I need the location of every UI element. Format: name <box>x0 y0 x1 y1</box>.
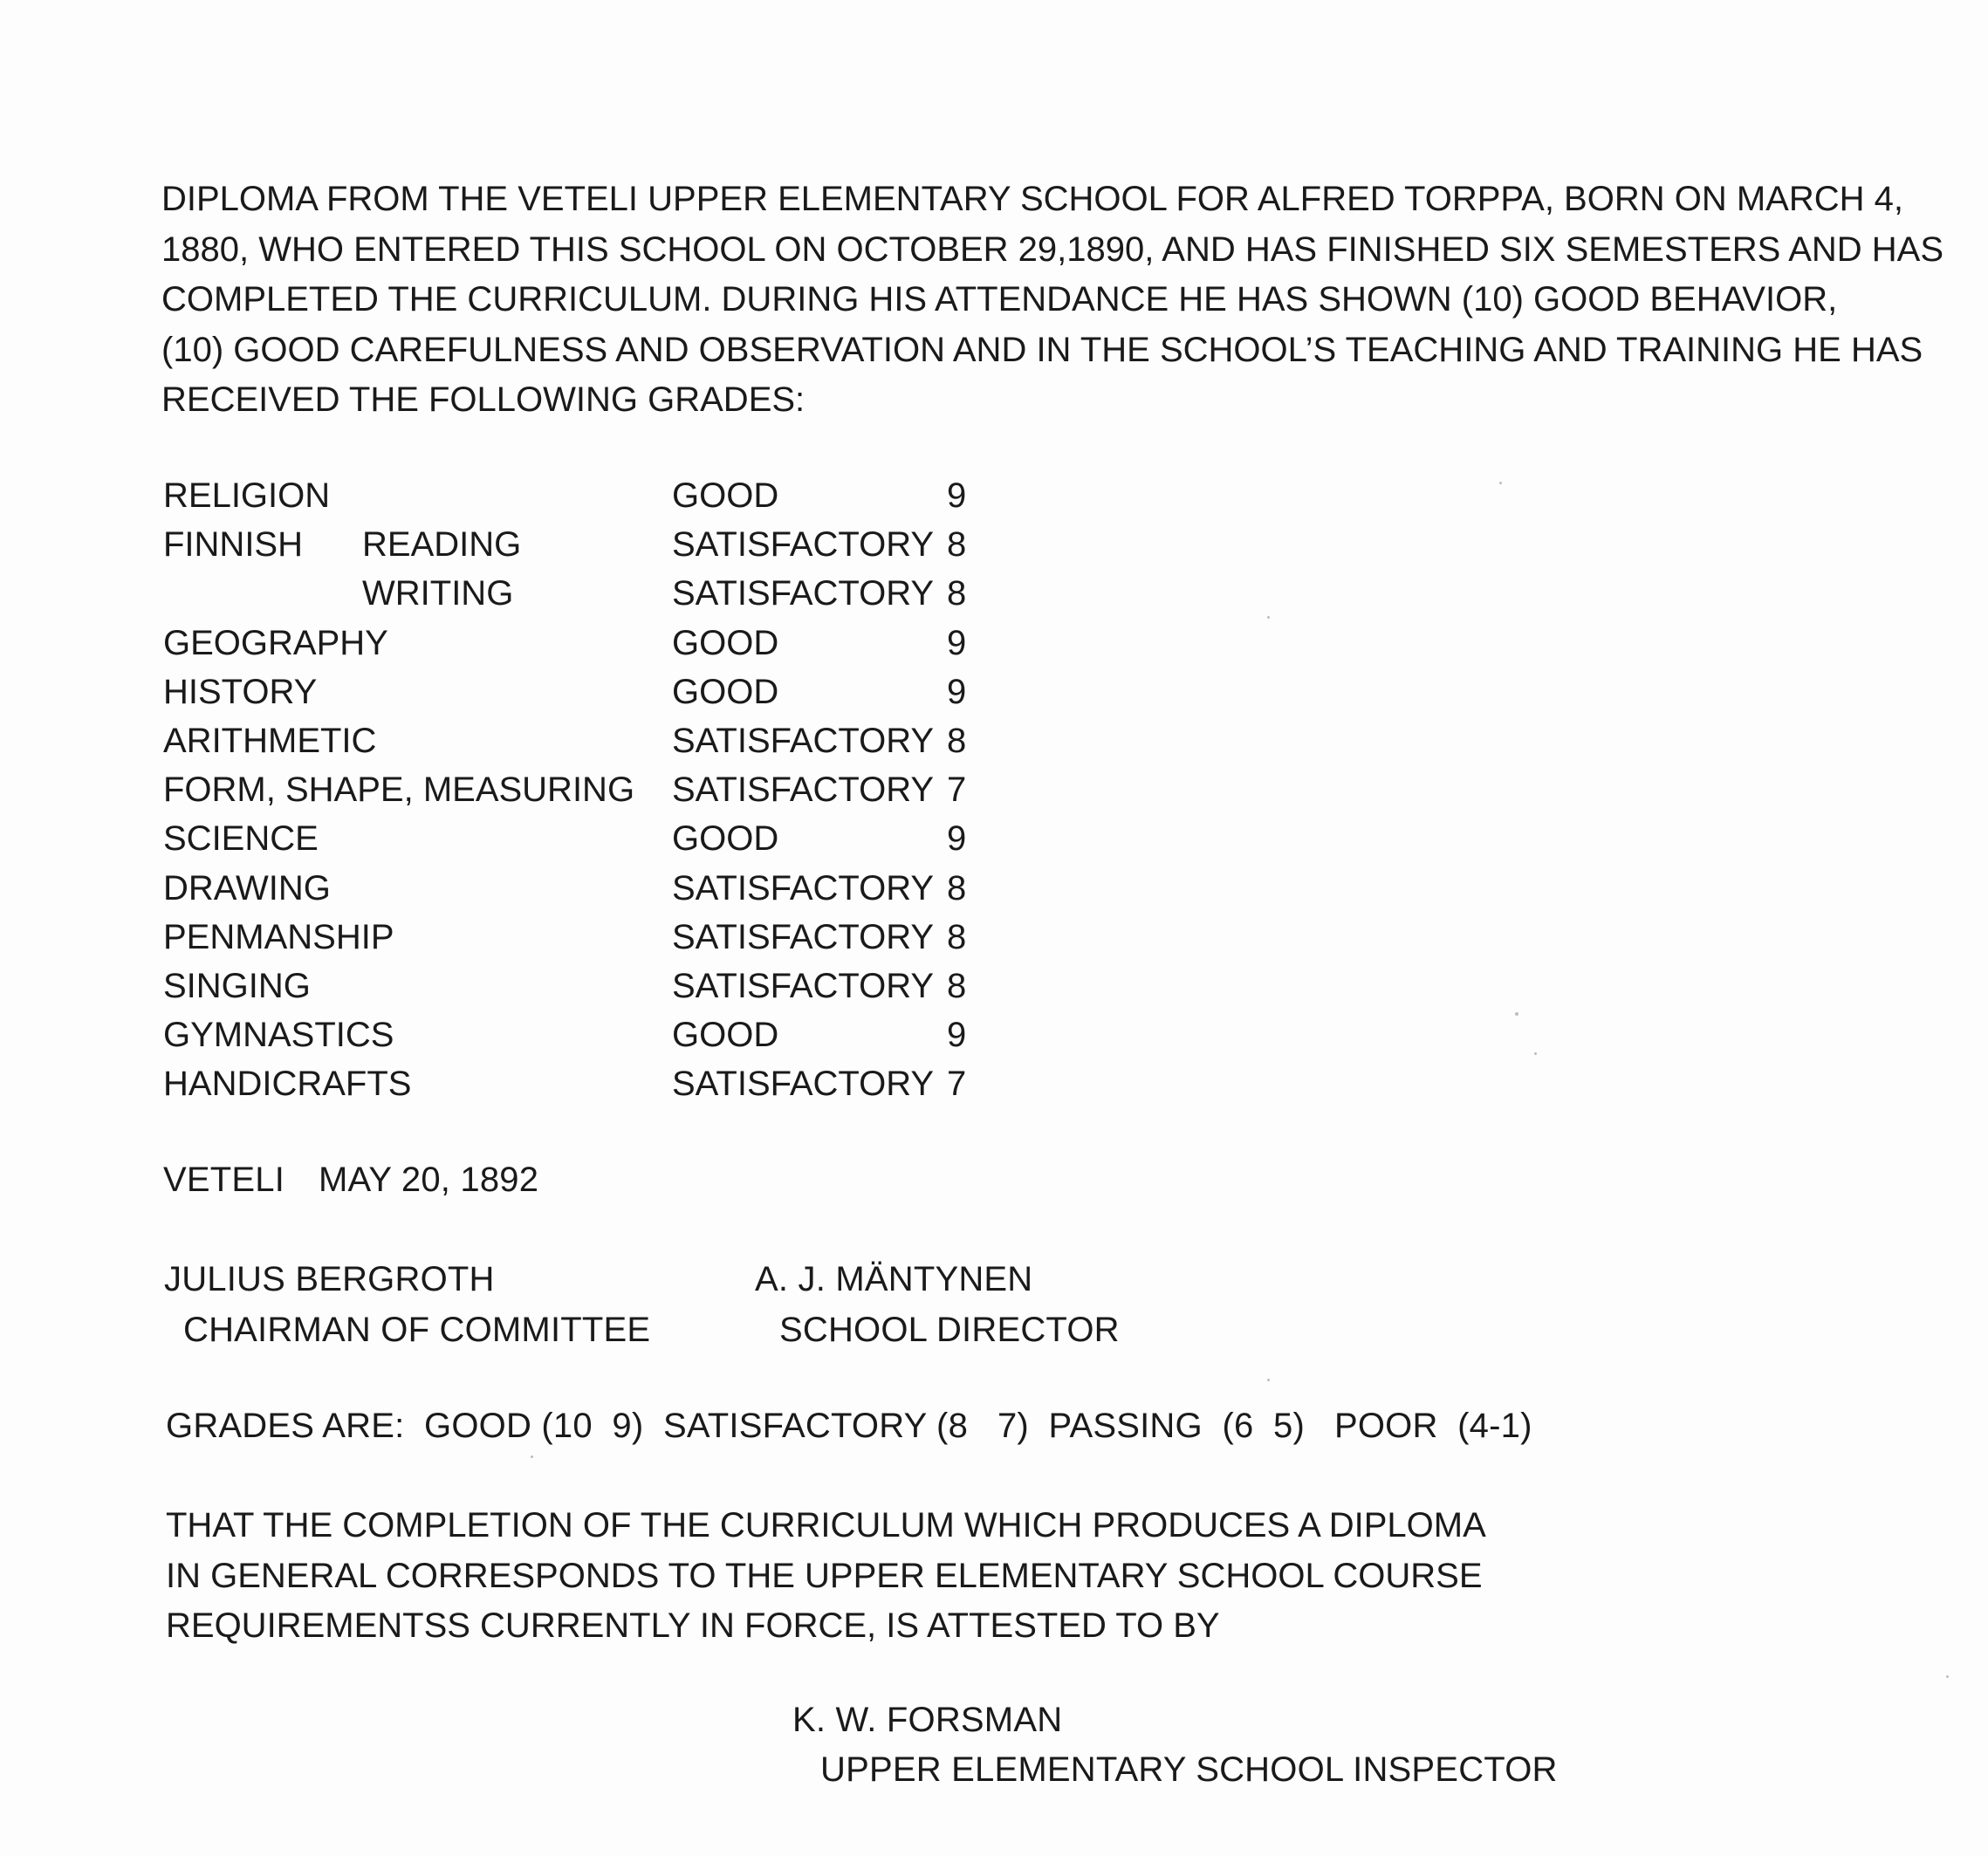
director-title: SCHOOL DIRECTOR <box>779 1311 1120 1349</box>
grade-score: 8 <box>947 525 967 565</box>
grade-word: SATISFACTORY <box>672 574 935 613</box>
grade-score: 7 <box>947 1065 967 1104</box>
grade-word: SATISFACTORY <box>672 966 935 1005</box>
intro-line: (10) GOOD CAREFULNESS AND OBSERVATION AND IN THE SCHOOL’S TEACHING AND TRAINING HE HAS <box>161 330 1923 369</box>
grade-score: 8 <box>947 721 967 760</box>
intro-line: DIPLOMA FROM THE VETELI UPPER ELEMENTARY SCHOOL FOR ALFRED TORPPA, BORN ON MARCH 4, <box>161 180 1903 218</box>
scan-speck <box>1267 1379 1270 1381</box>
grade-row <box>161 765 1034 814</box>
intro-line: COMPLETED THE CURRICULUM. DURING HIS ATTENDANCE HE HAS SHOWN (10) GOOD BEHAVIOR, <box>161 280 1838 318</box>
grade-row <box>161 814 1034 863</box>
grade-row <box>161 668 1034 716</box>
grade-row <box>161 716 1034 765</box>
subject-label: SINGING <box>163 966 311 1005</box>
attestation-line: IN GENERAL CORRESPONDS TO THE UPPER ELEMENTARY SCHOOL COURSE <box>166 1556 1483 1595</box>
grade-score: 9 <box>947 819 967 859</box>
grade-row <box>161 471 1034 520</box>
grade-score: 8 <box>947 966 967 1005</box>
subject-label: RELIGION <box>163 476 331 515</box>
subject-label: HISTORY <box>163 672 318 711</box>
grade-score: 7 <box>947 770 967 810</box>
grade-word: SATISFACTORY <box>672 525 935 565</box>
attestation-line: REQUIREMENTSS CURRENTLY IN FORCE, IS ATTESTED TO BY <box>166 1606 1220 1645</box>
place-label: VETELI <box>163 1161 285 1199</box>
grade-row <box>161 619 1034 668</box>
chairman-name: JULIUS BERGROTH <box>164 1260 495 1298</box>
grade-word: SATISFACTORY <box>672 1065 935 1104</box>
subject-label: PENMANSHIP <box>163 917 394 956</box>
grade-row <box>161 569 1034 618</box>
grade-score: 8 <box>947 868 967 907</box>
inspector-title: UPPER ELEMENTARY SCHOOL INSPECTOR <box>820 1750 1558 1789</box>
intro-line: 1880, WHO ENTERED THIS SCHOOL ON OCTOBER 29,1890, AND HAS FINISHED SIX SEMESTERS AND HAS <box>161 229 1944 269</box>
scan-speck <box>531 1455 533 1458</box>
subject-label: SCIENCE <box>163 819 319 859</box>
inspector-name: K. W. FORSMAN <box>792 1701 1063 1739</box>
grade-word: GOOD <box>672 623 779 662</box>
grade-score: 8 <box>947 917 967 956</box>
grade-score: 9 <box>947 623 967 662</box>
scan-speck <box>1267 616 1270 619</box>
intro-paragraph <box>161 175 1944 426</box>
grade-word: SATISFACTORY <box>672 917 935 956</box>
grade-row <box>161 1059 1034 1108</box>
subject-label: GYMNASTICS <box>163 1016 394 1055</box>
chairman-title: CHAIRMAN OF COMMITTEE <box>183 1311 651 1349</box>
director-name: A. J. MÄNTYNEN <box>755 1260 1033 1298</box>
grade-word: SATISFACTORY <box>672 868 935 907</box>
grade-row <box>161 864 1034 913</box>
scan-speck <box>1499 482 1502 484</box>
subject-label: DRAWING <box>163 868 331 907</box>
grade-word: SATISFACTORY <box>672 770 935 810</box>
subject-label: GEOGRAPHY <box>163 623 388 662</box>
grade-row <box>161 962 1034 1010</box>
grades-table <box>161 471 1034 1108</box>
scan-speck <box>1534 1052 1537 1055</box>
scan-speck <box>1515 1012 1518 1016</box>
attestation-line: THAT THE COMPLETION OF THE CURRICULUM WHICH PRODUCES A DIPLOMA <box>166 1506 1486 1544</box>
grade-row <box>161 520 1034 569</box>
grade-word: GOOD <box>672 819 779 859</box>
grade-score: 9 <box>947 672 967 711</box>
intro-line: RECEIVED THE FOLLOWING GRADES: <box>161 380 805 419</box>
grade-score: 9 <box>947 1016 967 1055</box>
grade-row <box>161 913 1034 962</box>
date-label: MAY 20, 1892 <box>319 1161 539 1199</box>
grade-word: SATISFACTORY <box>672 721 935 760</box>
scan-speck <box>1946 1675 1949 1678</box>
subsubject-label: READING <box>362 525 522 565</box>
subject-label: FINNISH <box>163 525 303 565</box>
grade-word: GOOD <box>672 672 779 711</box>
subject-label: FORM, SHAPE, MEASURING <box>163 770 635 810</box>
grade-scale-note: GRADES ARE: GOOD (10 9) SATISFACTORY (8 7) PASSING (6 5) POOR (4-1) <box>166 1407 1532 1445</box>
attestation-paragraph <box>166 1501 1486 1652</box>
grade-word: GOOD <box>672 476 779 515</box>
subject-label: ARITHMETIC <box>163 721 377 760</box>
grade-score: 8 <box>947 574 967 613</box>
grade-score: 9 <box>947 476 967 515</box>
grade-row <box>161 1010 1034 1059</box>
grade-word: GOOD <box>672 1016 779 1055</box>
subject-label: HANDICRAFTS <box>163 1065 412 1104</box>
subsubject-label: WRITING <box>362 574 514 613</box>
